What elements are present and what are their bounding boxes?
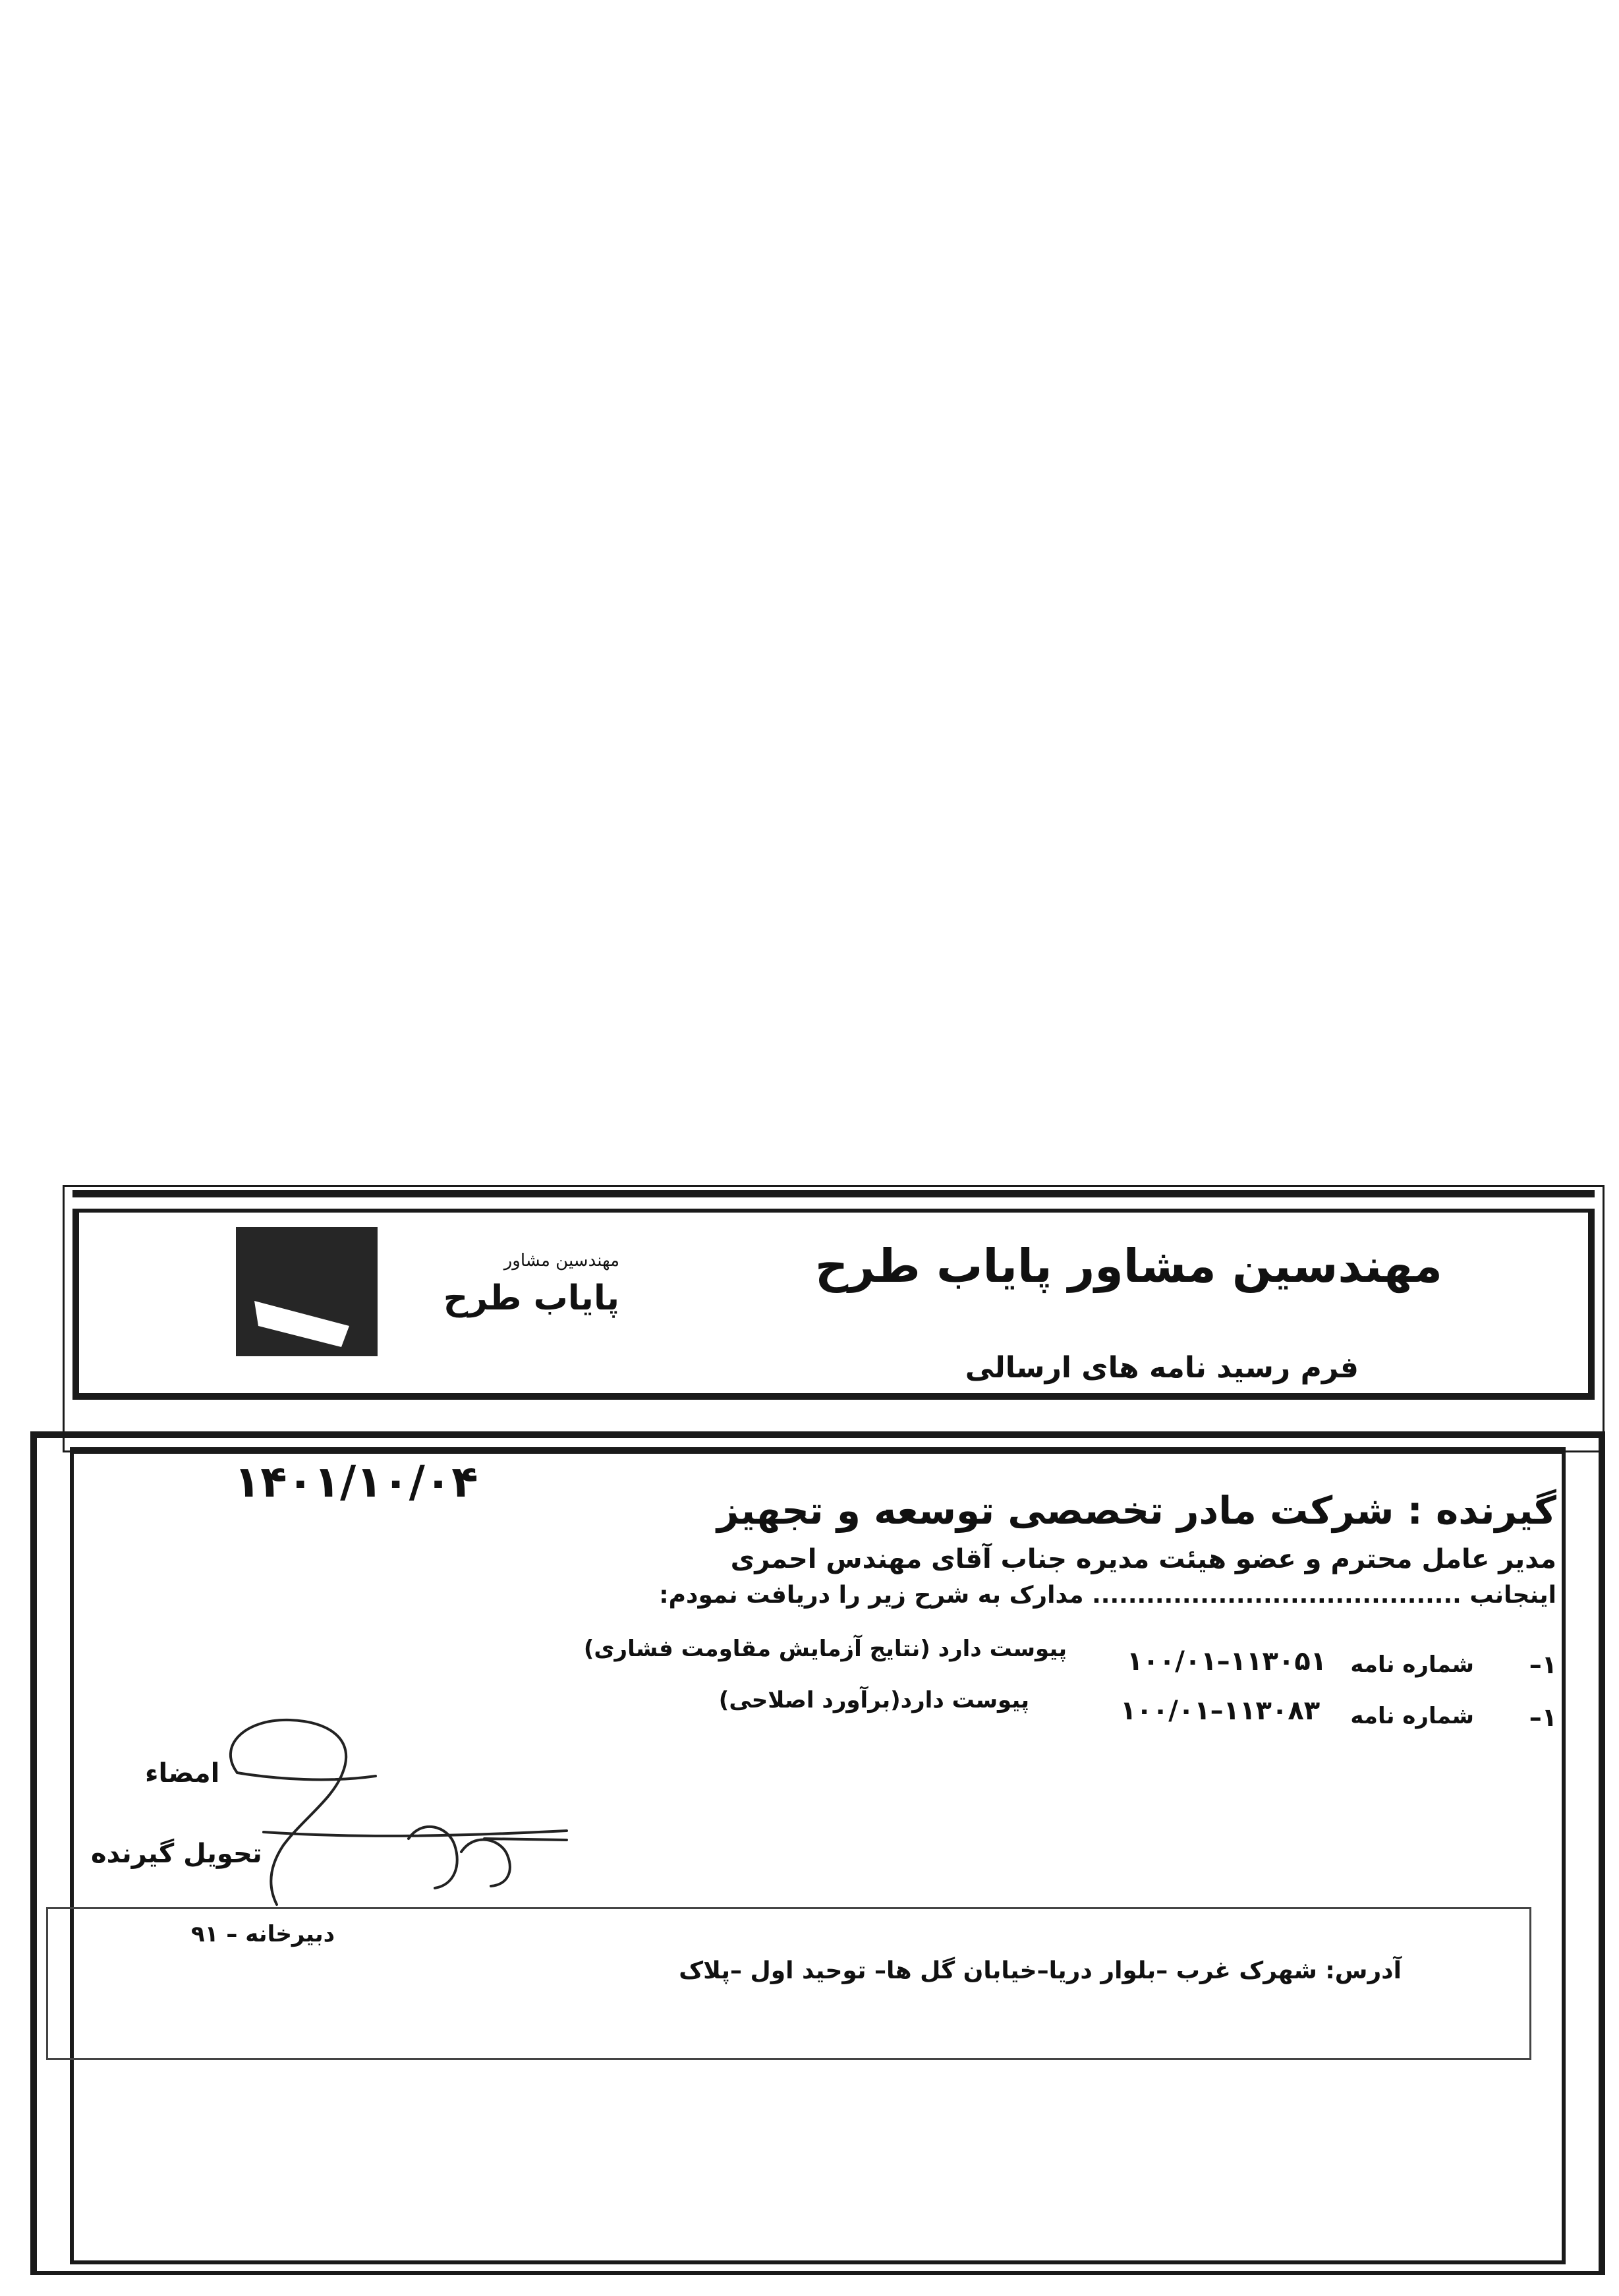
recipient-line: گیرنده : شرکت مادر تخصصی توسعه و تجهیز [717,1488,1556,1533]
letter-date: ۱۴۰۱/۱۰/۰۴ [234,1456,478,1507]
company-logo [236,1227,378,1356]
logo-mark-icon [236,1227,378,1356]
logo-small-text: مهندسین مشاور [503,1251,619,1271]
row-index: ۱– [1529,1703,1557,1732]
logo-large-text: پایاب طرح [443,1278,619,1318]
row-label: شماره نامه [1350,1703,1474,1729]
header-top-rule [72,1190,1595,1197]
row-label: شماره نامه [1350,1651,1474,1678]
secretariat-line: دبیرخانه – ۹۱ [191,1921,335,1947]
company-title: مهندسین مشاور پایاب طرح [814,1239,1442,1293]
address-line: آدرس: شهرک غرب –بلوار دریا–خیابان گل ها– توحید اول –پلاک [679,1957,1402,1984]
form-title: فرم رسید نامه های ارسالی [965,1351,1359,1385]
letter-number: ۱۰۰/۰۱–۱۱۳۰۵۱ [1127,1646,1327,1677]
letter-number: ۱۰۰/۰۱–۱۱۳۰۸۳ [1120,1696,1321,1726]
signature-label: امضاء [145,1758,220,1789]
recipient-person: مدیر عامل محترم و عضو هیئت مدیره جناب آقای مهندس احمری [730,1544,1556,1574]
row-description: پیوست دارد (نتایج آزمایش مقاومت فشاری) [583,1636,1067,1662]
row-description: پیوست دارد(برآورد اصلاحی) [718,1687,1029,1713]
receiver-label: تحویل گیرنده [91,1839,262,1869]
intro-line: اینجانب ......................................... مدارک به شرح زیر را دریافت نمودم: [659,1582,1556,1609]
row-index: ۱– [1529,1650,1557,1679]
